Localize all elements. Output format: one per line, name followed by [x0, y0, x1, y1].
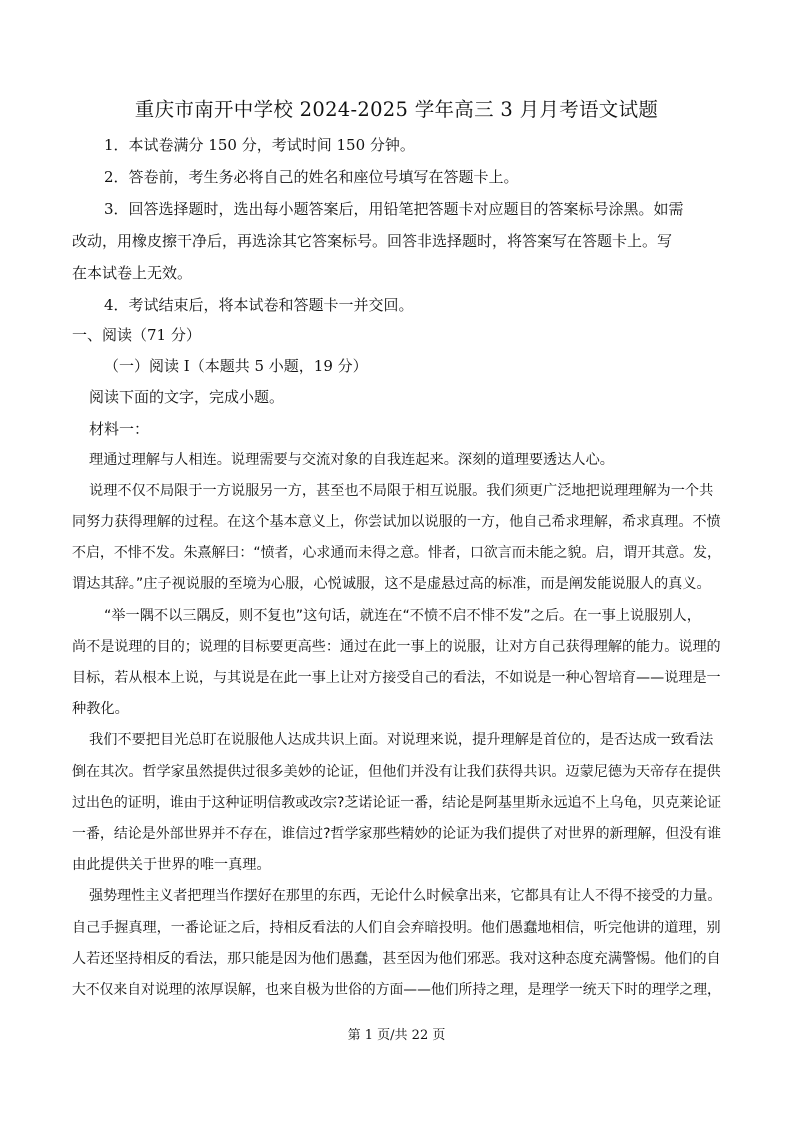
body-line-1: 理通过理解与人相连。说理需要与交流对象的自我连起来。深刻的道理要透达人心。 — [89, 452, 614, 468]
body-line-9: 种教化。 — [72, 701, 129, 717]
body-line-11: 倒在其次。哲学家虽然提供过很多美妙的论证，但他们并没有让我们获得共识。迈蒙尼德为天帝存在提供 — [72, 764, 721, 780]
note-2: 2．答卷前，考生务必将自己的姓名和座位号填写在答题卡上。 — [104, 168, 519, 186]
note-3-line-3: 在本试卷上无效。 — [72, 264, 193, 282]
subsection-heading: （一）阅读 I（本题共 5 小题，19 分） — [104, 357, 368, 375]
body-line-14: 由此提供关于世界的唯一真理。 — [72, 857, 271, 873]
note-3-line-1: 3．回答选择题时，选出每小题答案后，用铅笔把答题卡对应题目的答案标号涂黑。如需 — [104, 200, 684, 218]
instruction-text: 阅读下面的文字，完成小题。 — [89, 388, 285, 406]
body-line-15: 强势理性主义者把理当作摆好在那里的东西，无论什么时候拿出来，它都具有让人不得不接受的力量。 — [89, 888, 722, 904]
material-label: 材料一： — [89, 420, 150, 438]
body-line-3: 同努力获得理解的过程。在这个基本意义上，你尝试加以说服的一方，他自己希求理解，希求真理。不愤 — [72, 514, 721, 530]
exam-title: 重庆市南开中学校 2024-2025 学年高三 3 月月考语文试题 — [134, 98, 659, 121]
body-line-16: 自己手握真理，一番论证之后，持相反看法的人们自会弃暗投明。他们愚蠢地相信，听完他讲的道理，别 — [72, 920, 721, 936]
body-line-5: 谓达其辞。”庄子视说服的至境为心服，心悦诚服，这不是虚悬过高的标准，而是阐发能说服人的真义。 — [72, 576, 711, 592]
note-1: 1．本试卷满分 150 分，考试时间 150 分钟。 — [104, 136, 415, 154]
body-line-18: 大不仅来自对说理的浓厚误解，也来自极为世俗的方面——他们所持之理，是理学一统天下时的理学之理， — [72, 982, 721, 998]
note-3-line-2: 改动，用橡皮擦干净后，再选涂其它答案标号。回答非选择题时，将答案写在答题卡上。写 — [72, 232, 673, 250]
note-4: 4．考试结束后，将本试卷和答题卡一并交回。 — [104, 296, 414, 314]
body-line-12: 过出色的证明，谁由于这种证明信教或改宗?芝诺论证一番，结论是阿基里斯永远追不上乌龟，贝克莱论证 — [72, 795, 722, 811]
section-heading: 一、阅读（71 分） — [72, 326, 201, 344]
body-line-13: 一番，结论是外部世界并不存在，谁信过?哲学家那些精妙的论证为我们提供了对世界的新理解，但没有谁 — [72, 826, 722, 842]
body-line-7: 尚不是说理的目的；说理的目标要更高些：通过在此一事上的说服，让对方自己获得理解的能力。说理的 — [72, 639, 721, 655]
page-footer: 第 1 页/共 22 页 — [347, 1028, 446, 1043]
body-line-2: 说理不仅不局限于一方说服另一方，甚至也不局限于相互说服。我们须更广泛地把说理理解为一个共 — [89, 483, 714, 499]
body-line-8: 目标，若从根本上说，与其说是在此一事上让对方接受自己的看法，不如说是一种心智培育——说理是一 — [72, 670, 721, 686]
body-line-6: “举一隅不以三隅反，则不复也”这句话，就连在“不愤不启不悱不发”之后。在一事上说服别人， — [104, 608, 701, 624]
body-line-10: 我们不要把目光总盯在说服他人达成共识上面。对说理来说，提升理解是首位的，是否达成一致看法 — [89, 732, 714, 748]
body-line-17: 人若还坚持相反的看法，那只能是因为他们愚蠢，甚至因为他们邪恶。我对这种态度充满警惕。他们的自 — [72, 951, 721, 967]
body-line-4: 不启，不悱不发。朱熹解曰：“愤者，心求通而未得之意。悱者，口欲言而未能之貌。启，谓开其意。发， — [72, 545, 721, 561]
